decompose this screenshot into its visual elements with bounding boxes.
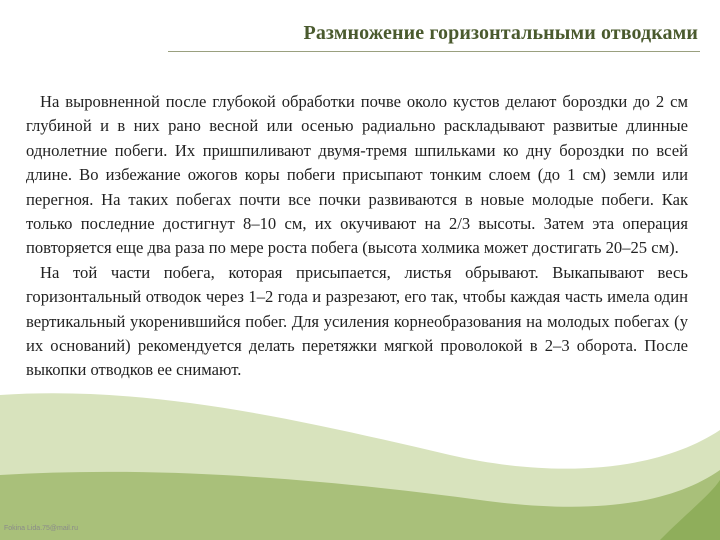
title-underline — [168, 51, 700, 52]
slide-body — [26, 90, 688, 383]
paragraph-1: На выровненной после глубокой обработки почве около кустов делают бороздки до 2 см глубиной и в них рано весной или осенью радиально раскладывают развитые длинные однолетние побеги. Их пришпиливают двумя-тремя шпильками ко дну бороздки по всей длине. Во избежание ожогов коры побеги присыпают тонким слоем (до 1 см) земли или перегноя. На таких побегах почти все почки развиваются в новые молодые побеги. Как только последние достигнут 8–10 см, их окучивают на 2/3 высоты. Затем эта операция повторяется еще два раза по мере роста побега (высота холмика может достигать 20–25 см). — [26, 92, 688, 258]
paragraph-2: На той части побега, которая присыпается, листья обрывают. Выкапывают весь горизонтальный отводок через 1–2 года и разрезают, его так, чтобы каждая часть имела один вертикальный укоренившийся побег. Для усиления корнеобразования на молодых побегах (у их оснований) рекомендуется делать перетяжки мягкой проволокой в 2–3 оборота. После выкопки отводков ее снимают. — [26, 262, 688, 380]
slide-header — [0, 0, 720, 60]
footer-email: Fokina Lida.75@mail.ru — [4, 525, 79, 532]
slide-title: Размножение горизонтальными отводками — [303, 22, 698, 44]
